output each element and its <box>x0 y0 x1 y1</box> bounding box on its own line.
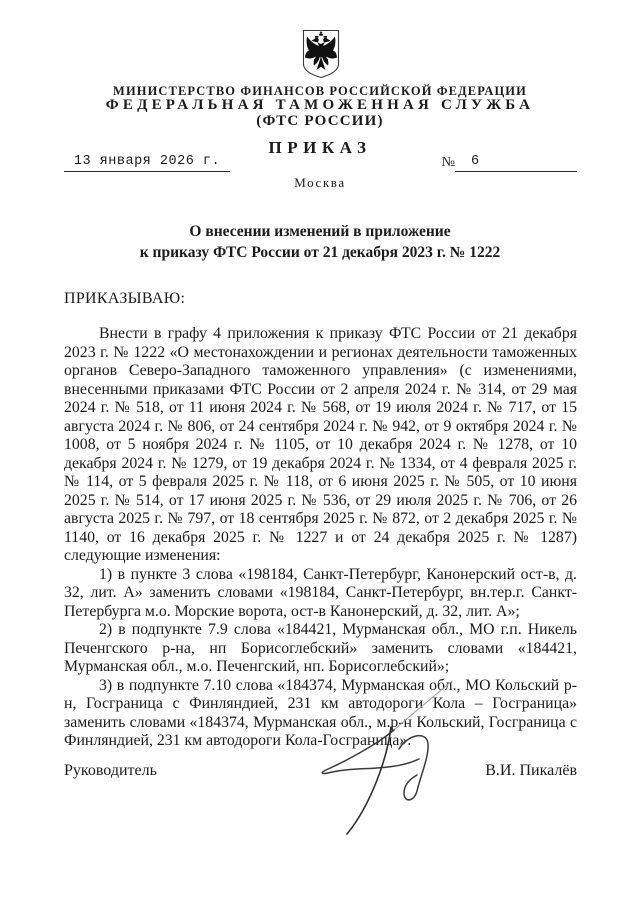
number-block <box>442 154 577 172</box>
agency-abbreviation: (ФТС РОССИИ) <box>256 113 384 129</box>
signer-name: В.И. Пикалёв <box>485 762 577 779</box>
document-title <box>0 221 640 263</box>
agency-name: ФЕДЕРАЛЬНАЯ ТАМОЖЕННАЯ СЛУЖБА <box>105 97 535 113</box>
intro-paragraph: Внести в графу 4 приложения к приказу ФТС России от 21 декабря 2023 г. № 1222 «О местонахождении и регионах деятельности таможенных органов Северо-Западного таможенного управления» (с изменениями, внесенными приказами ФТС России от 2 апреля 2024 г. № 314, от 29 мая 2024 г. № 518, от 11 июня 2024 г. № 568, от 19 июля 2024 г. № 717, от 15 августа 2024 г. № 806, от 24 сентября 2024 г. № 942, от 9 октября 2024 г. № 1008, от 5 ноября 2024 г. № 1105, от 10 декабря 2024 г. № 1278, от 10 декабря 2024 г. № 1279, от 19 декабря 2024 г. № 1334, от 4 февраля 2025 г. № 114, от 5 февраля 2025 г. № 118, от 6 июня 2025 г. № 505, от 10 июня 2025 г. № 514, от 17 июня 2025 г. № 536, от 29 июля 2025 г. № 706, от 26 августа 2025 г. № 797, от 18 сентября 2025 г. № 872, от 2 декабря 2025 г. № 1140, от 16 декабря 2025 г. № 1227 и от 24 декабря 2025 г. № 1287) следующие изменения: <box>64 325 577 564</box>
number-sign-label: № <box>441 155 455 170</box>
signature-row <box>64 762 577 780</box>
russian-coat-of-arms-icon <box>300 29 342 79</box>
order-declaration: ПРИКАЗЫВАЮ: <box>64 290 186 307</box>
amendment-item-2: 2) в подпункте 7.9 слова «184421, Мурманская обл., МО г.п. Никель Печенгского р-на, нп Борисоглебский» заменить словами «184421, Мурманская обл., м.о. Печенгский, нп. Борисоглебский»; <box>64 621 577 675</box>
amendment-item-3: 3) в подпункте 7.10 слова «184374, Мурманская обл., МО Кольский р-н, Госграница с Финляндией, 231 км автодороги Кола – Госграница» заменить словами «184374, Мурманская обл., м.р-н Кольский, Госграница с Финляндией, 231 км автодороги Кола-Госграница». <box>64 676 577 749</box>
document-type-heading: ПРИКАЗ <box>268 138 372 157</box>
number-field: 6 <box>455 154 577 172</box>
handwritten-signature <box>315 675 460 840</box>
document-title-line1: О внесении изменений в приложение <box>189 223 451 240</box>
document-title-line2: к приказу ФТС России от 21 декабря 2023 г. № 1222 <box>139 244 501 261</box>
date-field: 13 января 2026 г. <box>64 154 230 172</box>
city-label: Москва <box>294 175 346 190</box>
amendment-item-1: 1) в пункте 3 слова «198184, Санкт-Петербург, Канонерский ост-в, д. 32, лит. А» заменить словами «198184, Санкт-Петербург, вн.тер.г. Санкт-Петербурга м.о. Морские ворота, ост-в Канонерский, д. 32, лит. А»; <box>64 565 577 620</box>
ministry-name: МИНИСТЕРСТВО ФИНАНСОВ РОССИЙСКОЙ ФЕДЕРАЦИИ <box>113 84 527 98</box>
signer-position: Руководитель <box>64 762 157 779</box>
date-number-row <box>64 154 577 174</box>
